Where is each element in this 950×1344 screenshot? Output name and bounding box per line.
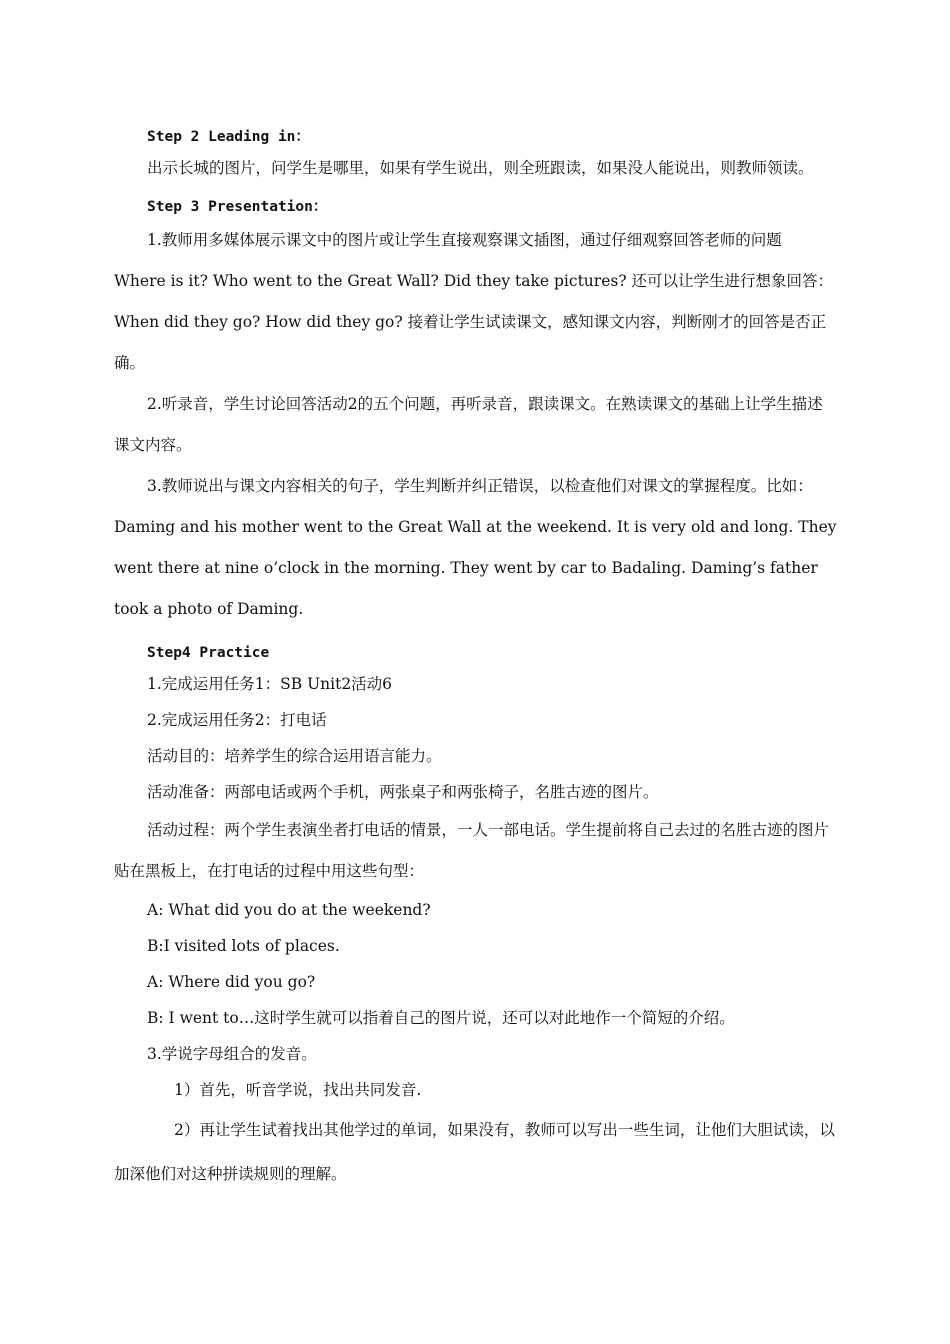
step4-task-1: 1.完成运用任务1：SB Unit2活动6 bbox=[147, 675, 393, 693]
step3-paragraph-3: 3.教师说出与课文内容相关的句子，学生判断并纠正错误，以检查他们对课文的掌握程度。比如：Daming and his mother went to the Great Wall at the weekend. It is very old and long. They went there at nine o’clock in the morning. They went by car to Badaling. Daming’s father took a photo of Daming. bbox=[114, 477, 837, 618]
step4-heading: Step4 Practice bbox=[147, 645, 270, 661]
step2-paragraph: 出示长城的图片，问学生是哪里，如果有学生说出，则全班跟读，如果没人能说出，则教师领读。 bbox=[147, 159, 814, 177]
activity-process: 活动过程：两个学生表演坐者打电话的情景，一人一部电话。学生提前将自己去过的名胜古迹的图片贴在黑板上，在打电话的过程中用这些句型： bbox=[114, 821, 830, 880]
dialog-line: B: I went to…这时学生就可以指着自己的图片说，还可以对此地作一个简短的介绍。 bbox=[147, 1009, 735, 1027]
task3-substep-2: 2）再让学生试着找出其他学过的单词，如果没有，教师可以写出一些生词，让他们大胆试读，以加深他们对这种拼读规则的理解。 bbox=[114, 1121, 835, 1183]
activity-preparation: 活动准备：两部电话或两个手机，两张桌子和两张椅子，名胜古迹的图片。 bbox=[147, 783, 659, 801]
dialog-line: A: Where did you go? bbox=[147, 973, 316, 991]
step3-paragraph-2: 2.听录音，学生讨论回答活动2的五个问题，再听录音，跟读课文。在熟读课文的基础上让学生描述课文内容。 bbox=[114, 395, 823, 454]
task3-substep-1: 1）首先，听音学说，找出共同发音. bbox=[174, 1081, 422, 1099]
document-body bbox=[114, 124, 838, 1196]
step4-task-3: 3.学说字母组合的发音。 bbox=[147, 1045, 317, 1063]
dialog-line: A: What did you do at the weekend? bbox=[147, 901, 431, 919]
step4-task-2: 2.完成运用任务2：打电话 bbox=[147, 711, 327, 729]
step3-paragraph-1: 1.教师用多媒体展示课文中的图片或让学生直接观察课文插图，通过仔细观察回答老师的问题 Where is it? Who went to the Great Wall? Did they take pictures? 还可以让学生进行想象回答：When did they go? How did they go? 接着让学生试读课文，感知课文内容，判断刚才的回答是否正确。 bbox=[114, 231, 834, 372]
activity-purpose: 活动目的：培养学生的综合运用语言能力。 bbox=[147, 747, 442, 765]
dialog-line: B:I visited lots of places. bbox=[147, 937, 340, 955]
step2-heading: Step 2 Leading in： bbox=[147, 129, 310, 145]
step3-heading: Step 3 Presentation： bbox=[147, 199, 328, 215]
